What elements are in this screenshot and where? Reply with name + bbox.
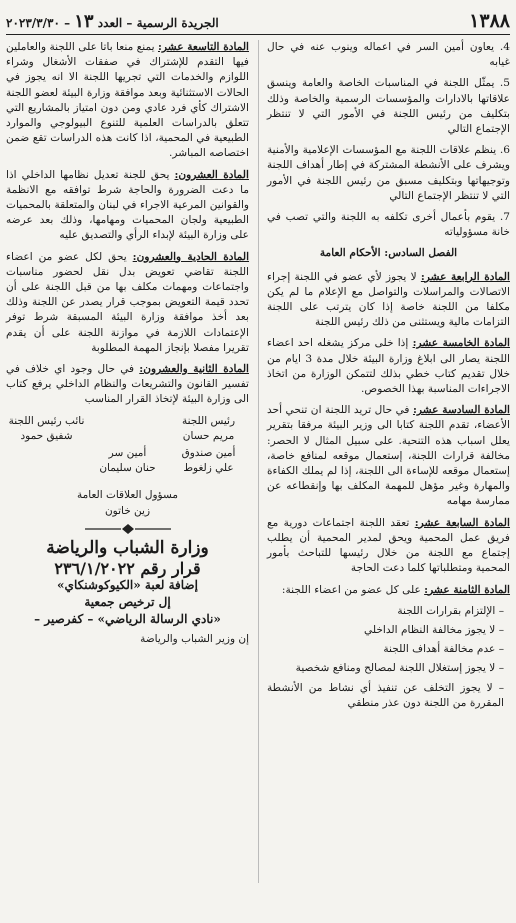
issue-number: ١٣ — [74, 10, 94, 32]
pr-signature — [6, 488, 249, 518]
ornament-divider-icon — [6, 523, 249, 535]
article-19-title: المادة التاسعة عشر: — [157, 41, 249, 53]
left-column — [6, 40, 249, 647]
pr-name: زين خاتون — [104, 504, 151, 517]
section-6-title: الفصل السادس: الأحكام العامة — [319, 247, 458, 260]
signature-block — [87, 446, 168, 476]
ministry-heading: وزارة الشباب والرياضة — [46, 537, 209, 558]
list-item: – لا يجوز التخلف عن تنفيذ أي نشاط من الأنشطة المقررة من اللجنة دون عذر منطقي — [267, 681, 504, 709]
article-15 — [267, 336, 510, 397]
article-21 — [6, 250, 249, 356]
signature-role: أمين سر — [108, 447, 147, 460]
signature-block — [168, 446, 249, 476]
page-number: ١٣٨٨ — [469, 10, 510, 32]
list-item-6: 6. ينظم علاقات اللجنة مع المؤسسات الإعلامية والأمنية ويشرف على الأنشطة المشتركة في إطار أهداف اللجنة وتوجيهاتها وبتكليف مسبق من رئيس اللجنة في الأمور التي لا تنتظر الإجتماع التالي — [267, 144, 510, 202]
list-item-5: 5. يمثّل اللجنة في المناسبات الخاصة والعامة وينسق علاقاتها بالادارات والمؤسسات الرسمية والخاصة وذلك بتكليف من رئيس اللجنة في الأمور التي لا تنتظر الإجتماع التالي — [267, 77, 510, 136]
article-18-text: على كل عضو من اعضاء اللجنة: — [281, 583, 421, 596]
article-15-title: المادة الخامسة عشر: — [412, 337, 510, 350]
decision-line: إضافة لعبة «الكيوكوشنكاي» — [57, 578, 198, 593]
article-22 — [6, 362, 249, 408]
decision-block — [6, 560, 249, 628]
signature-name: علي زلغوط — [183, 462, 234, 475]
decision-line: «نادي الرسالة الرياضي» – كفرصير – — [34, 612, 221, 627]
page-header — [6, 8, 510, 35]
article-19-text: يمنع منعا باتا على اللجنة والعاملين فيها التقدم للإشتراك في صفقات الأشغال وشراء اللوازم والخدمات التي تجريها اللجنة الا انه يجوز في الحالات الاستثنائية وبعد موافقة وزارة البيئة لعضو اللجنة الاشتراك كأي فرد عادي ومن دون امتياز بالمشاريع التي تتعلق بالدراسات العلمية للتنوع البيولوجي والموارد الطبيعية في المحمية، اذا كانت هذه الدراسات تقع ضمن اختصاصه المباشر. — [6, 41, 249, 160]
list-item-4: 4. يعاون أمين السر في اعماله وينوب عنه في حال غيابه — [267, 41, 510, 69]
article-20-text: يحق للجنة تعديل نظامها الداخلي اذا ما دعت الضرورة والحاجة شرط توافقه مع الانظمة والقوانين المرعية الاجراء في لبنان والمتعلقة بالمحميات الطبيعية ولجان المحميات ومهامها، وذلك بعد عرضه على وزارة البيئة لإبداء الرأي والتصديق عليه — [6, 168, 249, 242]
list-item: – لا يجوز مخالفة النظام الداخلي — [364, 623, 504, 636]
signatures — [6, 414, 249, 477]
article-20 — [6, 168, 249, 244]
signature-block — [168, 414, 249, 444]
article-14 — [267, 270, 510, 331]
signature-name: شفيق حمود — [20, 429, 73, 442]
decision-preamble: إن وزير الشباب والرياضة — [140, 633, 249, 646]
decision-line: إل ترخيص جمعية — [84, 595, 171, 610]
article-18-list — [267, 604, 510, 711]
article-17 — [267, 516, 510, 577]
decision-number: قرار رقم ٢٣٦/١/٢٠٢٢ — [54, 559, 201, 579]
article-15-text: إذا خلى مركز يشغله احد اعضاء اللجنة يصار الى ابلاغ وزارة البيئة خلال مدة 3 ايام من خلال تقديم كتاب خطي بذلك لتتمكن الوزارة من اتخاذ الاجراءات المناسبة بهذا الخصوص. — [267, 337, 510, 396]
signature-block — [6, 446, 87, 476]
article-18-title: المادة الثامنة عشر: — [424, 583, 510, 596]
article-16-title: المادة السادسة عشر: — [412, 404, 510, 417]
issue-date: – ٢٠٢٣/٣/٣٠ — [6, 15, 71, 30]
signature-role: أمين صندوق — [181, 447, 236, 460]
signature-block — [6, 414, 87, 444]
signature-name: حنان سليمان — [99, 462, 156, 475]
article-16-text: في حال تريد اللجنة ان تنحي أحد الأعضاء، تقدم اللجنة كتابا الى وزير البيئة مرفقا بتقرير يعلل اسباب هذه التنحية. على سبيل المثال لا الحصر: مخالفة قرارات اللجنة، إستعمال موقعه لمنافع خاصة، إستعمال موقعه للإساءة الى اللجنة، إذا لم يملك الكفاءة والمهارة وغير مؤهل للمهمة المكلف بها وإنقطاعه عن ممارسة مهامه — [267, 404, 510, 508]
right-column — [267, 40, 510, 715]
gazette-title — [6, 11, 219, 32]
signature-role: نائب رئيس اللجنة — [8, 414, 85, 427]
article-18 — [267, 583, 510, 598]
article-14-title: المادة الرابعة عشر: — [420, 270, 510, 283]
column-divider — [258, 40, 259, 883]
gazette-title-prefix: الجريدة الرسمية – العدد — [97, 15, 219, 30]
list-item: – عدم مخالفة أهداف اللجنة — [383, 643, 504, 656]
article-19 — [6, 40, 249, 162]
article-17-title: المادة السابعة عشر: — [414, 516, 510, 529]
pr-role: مسؤول العلاقات العامة — [77, 489, 178, 502]
list-item-7: 7. يقوم بأعمال أخرى تكلفه به اللجنة والتي تصب في خانة مسؤولياته — [267, 211, 510, 239]
signature-name: مريم حسان — [182, 429, 235, 442]
article-20-title: المادة العشرون: — [174, 168, 249, 181]
article-21-title: المادة الحادية والعشرون: — [132, 250, 250, 263]
article-17-text: تعقد اللجنة اجتماعات دورية مع فريق عمل المحمية ويحق لمدير المحمية أن يطلب إجتماع مع اللجنة من خلال رئيسها للتباحث بأمور المحمية ومتطلباتها كلما دعت الحاجة — [267, 516, 510, 575]
list-item: – الإلتزام بقرارات اللجنة — [397, 604, 504, 617]
signature-role: رئيس اللجنة — [181, 414, 236, 427]
article-16 — [267, 403, 510, 509]
article-22-title: المادة الثانية والعشرون: — [139, 363, 249, 376]
article-14-text: لا يجوز لأي عضو في اللجنة إجراء الاتصالات والمراسلات والتواصل مع الإعلام ما لم يكن مكلفا من اللجنة خاصة إذا كان يترتب على اللجنة التزامات مالية ويستثنى من ذلك رئيس اللجنة — [267, 270, 510, 329]
article-21-text: يحق لكل عضو من اعضاء اللجنة تقاضي تعويض بدل نقل لحضور مناسبات واجتماعات ومهمات مكلف بها من قبل اللجنة على أن تحدد قيمة التعويض بموجب قرار يصدر عن اللجنة وذلك بعد أخذ موافقة وزارة البيئة المسبقة شرط توفر الإعتمادات اللازمة في موازنة اللجنة على أن يقدم تقريرا مفصلا بإنجاز المهمة المطلوبة — [6, 250, 249, 354]
article-22-text: في حال وجود اي خلاف في تفسير القانون والتشريعات والنظام الداخلي يرفع كتاب الى وزارة البيئة لإتخاذ القرار المناسب — [6, 363, 249, 406]
list-item: – لا يجوز إستغلال اللجنة لمصالح ومنافع شخصية — [295, 662, 504, 675]
signature-block — [87, 414, 168, 444]
